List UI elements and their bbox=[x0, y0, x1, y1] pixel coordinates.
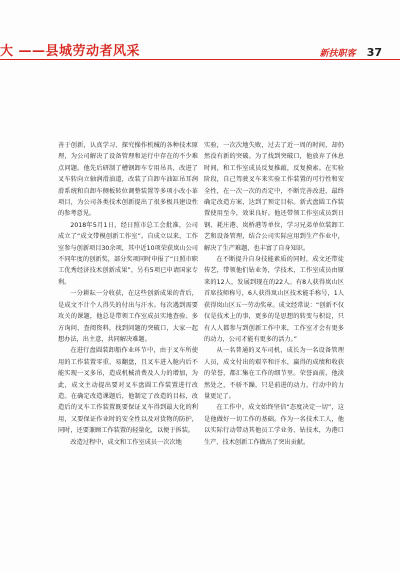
paragraph: 在进行盘圆装卸船作业环节中，由于叉车所使用的工作装置零重、易翻盘，且叉车进入舱内后不能实现一叉多吊，造成机械消费及人力的增加，为此，成文主动提出要对叉车盘圆工作装置进行改造。在确定改造课题后，他制定了改造的目标，改造后的叉车工作装置既要保证叉车得到最大化的利用，又要保证作业时的安全性以及对货物的防护，同时，还要兼顾工作装置的轻量化，以便于拆装。 bbox=[58, 347, 198, 435]
article-column-left bbox=[58, 140, 198, 448]
paragraph: 一分耕耘一分收获，在这些创新成果的背后，是成文不计个人得失的付出与汗水。每次遇到需要攻关的课题，他总是带领工作室成员实地查验、多方询问、查阅资料，找到问题的突破口，大家一起想办法，出主意，共同解决难题。 bbox=[58, 290, 198, 343]
paragraph: 实验，一次次地失败，过去了近一周的时间，却仍然没有新的突破。为了找到突破口，他放弃了休息时间，和工作室成员反复推敲，反复摸索。在实验阶段，自己驾驶叉车来实验工作装置的可行性和安全性，在一次一次的否定中，不断完善改进，最终确定改造方案，达到了预定目标。新式盘圆工作装置使用至今，效果良好。他还带领工作室成员到日钢、耗庄港、岚桥港等单位，学习兄弟单位装卸工艺和设备管理，结合公司实际应用到生产作业中，解决了生产难题，也丰富了自身知识。 bbox=[204, 142, 344, 252]
paragraph: 在不断提升自身技能素质的同时，成文还带徒传艺，带领他们钻业务，学技术，工作室成员由原来的12人，发展到现在的22人。有8人获得岚山区首席技师称号，6人获得岚山区技术能手称号，1人获得岚山区五一劳动奖章。成文经常说：“创新不仅仅是技术上的事，更多的是思想的转变与积淀，只有人人都参与到创新工作中来，工作室才会有更多的动力，公司才能有更多的活力。” bbox=[204, 256, 344, 343]
section-title: 大 ——县城劳动者风采 bbox=[0, 44, 141, 59]
paragraph: 善于创新，认真学习、探究操作机械的各种技术原理，为公司解决了设备管理和运行中存在的不少难点问题。他先后研制了槽钢卸车专用吊具，改进了叉车转向立轴润滑油道，改装了自卸车油缸吊耳润滑系统和自卸车侧板转位调整装置等多项小改小革项目，为公司各类技术创新提出了很多极具建设性的参考意见。 bbox=[58, 142, 198, 218]
magazine-name: 新扶职客 bbox=[319, 49, 356, 59]
paragraph: 从一名普通的叉车司机，成长为一名设备管理人员，成文付出的艰辛和汗水，赢得的成绩和收获的荣誉，都汇集在工作的细节里。荣誉面前，他淡然处之，不骄不躁，只是前进的动力，行动中的力量更足了。 bbox=[204, 347, 344, 400]
paragraph: 2018年5月1日，经日照市总工会批准，公司成立了“成文带模创新工作室”。自成立以来，工作室参与创新项目30余项，其中近10项荣获岚山公司不同年度的创新奖，部分奖项同时申报了“日照市职工优秀经济技术创新成果”，另有5项已申请国家专利。 bbox=[58, 221, 198, 286]
page-header bbox=[0, 36, 400, 60]
header-rule bbox=[0, 59, 400, 60]
header-right bbox=[320, 41, 382, 60]
paragraph: 改造过程中，成文和工作室成员一次次地 bbox=[70, 438, 182, 446]
paragraph: 在工作中，成文始终坚信“态度决定一切”，这是他做好一切工作的基础。作为一名技术工人，他以实际行动带动其他员工学业务、钻技术，为港口生产、技术创新工作做出了突出贡献。 bbox=[204, 404, 344, 446]
article-column-right bbox=[204, 140, 344, 448]
page-number: 37 bbox=[366, 46, 382, 59]
